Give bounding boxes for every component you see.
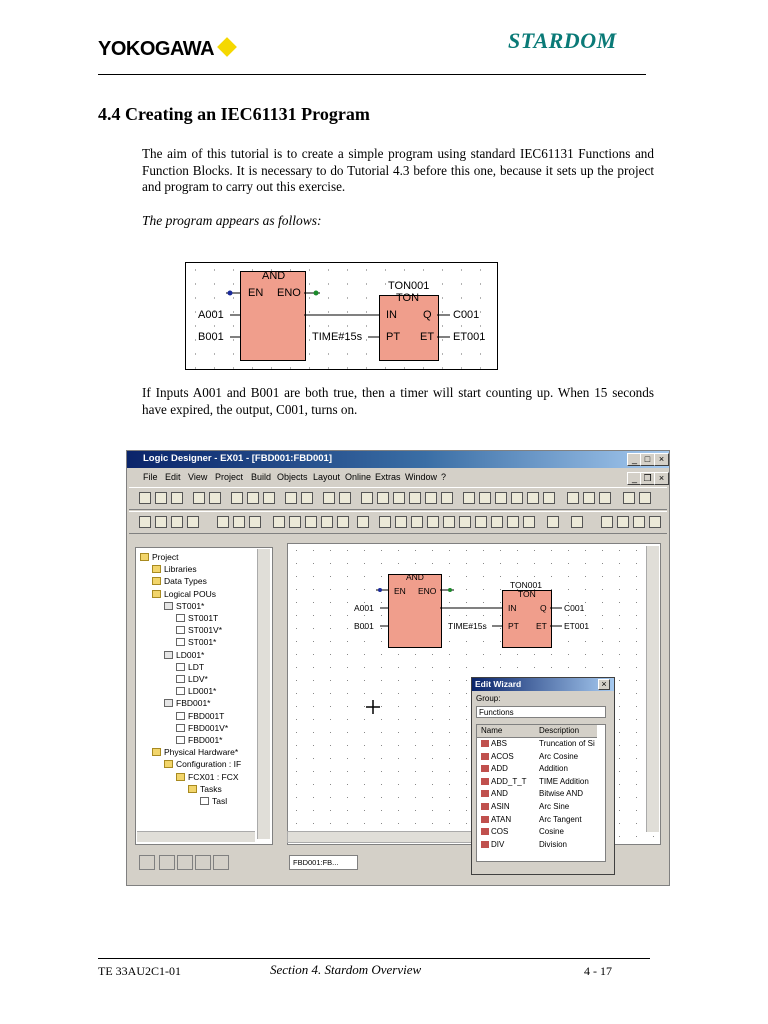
tree-item[interactable] <box>164 698 211 708</box>
tool-icon-16[interactable] <box>623 492 635 504</box>
wizard-function-list <box>476 724 606 862</box>
ton-pin-et: ET <box>420 331 435 343</box>
tree-item[interactable] <box>176 772 239 782</box>
intro-paragraph: The aim of this tutorial is to create a simple program using standard IEC61131 Functions and Function Blocks. It is necessary to do Tutorial 4.3 before this one, because it sets up the project and program to carry out this exercise. <box>142 146 654 194</box>
tool-icon-3[interactable] <box>393 492 405 504</box>
open-icon[interactable] <box>155 492 167 504</box>
tree-item-label: Libraries <box>164 564 197 575</box>
function-icon <box>481 778 489 785</box>
tree-item-label: ST001* <box>188 637 217 648</box>
tool-icon-31[interactable] <box>411 516 423 528</box>
tree-item-label: LDT <box>188 661 205 672</box>
tree-tab-project-icon[interactable] <box>139 855 155 870</box>
editor-input-a001: A001 <box>354 603 374 613</box>
function-icon <box>481 765 489 772</box>
tool-icon-17[interactable] <box>639 492 651 504</box>
tree-tab-help-icon[interactable] <box>213 855 229 870</box>
and-pin-en: EN <box>248 287 264 299</box>
editor-ton-instance: TON001 <box>510 580 542 590</box>
tree-item[interactable] <box>164 759 241 769</box>
section-title: 4.4 Creating an IEC61131 Program <box>98 104 370 124</box>
tree-item-label: LD001* <box>176 649 205 660</box>
tool-icon-23[interactable] <box>273 516 285 528</box>
tree-scrollbar[interactable] <box>257 549 270 839</box>
document-icon <box>176 736 185 744</box>
title-bar <box>127 451 669 468</box>
menu-view[interactable]: View <box>188 472 208 482</box>
footer-section: Section 4. Stardom Overview <box>270 962 422 977</box>
editor-output-et001: ET001 <box>564 621 590 631</box>
undo-icon[interactable] <box>285 492 297 504</box>
menu-bar <box>127 469 669 486</box>
print-icon[interactable] <box>209 492 221 504</box>
fbd-diagram <box>185 262 498 370</box>
function-description: Arc Cosine <box>539 751 579 761</box>
tool-icon-28[interactable] <box>357 516 369 528</box>
copy-icon[interactable] <box>247 492 259 504</box>
tree-tab-library-icon[interactable] <box>159 855 175 870</box>
editor-and-eno: ENO <box>418 586 437 596</box>
tool-icon-12[interactable] <box>543 492 555 504</box>
editor-ton-et: ET <box>536 621 547 631</box>
wizard-list-item[interactable] <box>477 802 601 815</box>
wizard-list-item[interactable] <box>477 777 601 790</box>
document-icon <box>176 638 185 646</box>
function-name: ADD <box>491 764 508 774</box>
tool-icon-26[interactable] <box>321 516 333 528</box>
wizard-list-item[interactable] <box>477 815 601 828</box>
pou-icon <box>164 699 173 707</box>
new-icon[interactable] <box>139 492 151 504</box>
tree-item[interactable] <box>176 735 223 745</box>
logic-designer-window <box>126 450 670 886</box>
folder-icon <box>152 565 161 573</box>
tree-item-label: Physical Hardware* <box>164 747 239 758</box>
tool-icon-41[interactable] <box>601 516 613 528</box>
function-icon <box>481 803 489 810</box>
cut-icon[interactable] <box>231 492 243 504</box>
editor-ton-pt: PT <box>508 621 519 631</box>
tree-tab-io-icon[interactable] <box>177 855 193 870</box>
doc-close-button[interactable]: × <box>654 472 669 485</box>
input-b001: B001 <box>198 331 224 343</box>
tree-item[interactable] <box>164 601 204 611</box>
redo-icon[interactable] <box>301 492 313 504</box>
tool-icon-20[interactable] <box>171 516 183 528</box>
tree-item[interactable] <box>164 650 204 660</box>
save-icon[interactable] <box>171 492 183 504</box>
tree-item-label: Tasl <box>212 796 228 806</box>
function-name: ASIN <box>491 802 510 811</box>
tool-icon-30[interactable] <box>395 516 407 528</box>
function-description: Arc Sine <box>539 802 570 811</box>
editor-input-b001: B001 <box>354 621 374 631</box>
menu-online[interactable]: Online <box>345 472 372 482</box>
wizard-list-item[interactable] <box>477 840 601 853</box>
wizard-list-item[interactable] <box>477 827 601 840</box>
stardom-logo: STARDOM <box>508 28 617 53</box>
tool-icon-22[interactable] <box>249 516 261 528</box>
function-description: Truncation of Si <box>539 739 595 748</box>
ton-instance: TON001 <box>388 280 430 292</box>
ton-type: TON <box>396 292 420 304</box>
tool-icon-7[interactable] <box>463 492 475 504</box>
tree-item-label: FBD001T <box>188 710 225 721</box>
tool-icon-10[interactable] <box>511 492 523 504</box>
ton-pin-q: Q <box>423 309 432 321</box>
tree-item[interactable] <box>200 796 227 806</box>
menu-help[interactable]: ? <box>441 472 447 482</box>
document-icon <box>176 724 185 732</box>
tool-icon-42[interactable] <box>617 516 629 528</box>
tool-icon-33[interactable] <box>443 516 455 528</box>
document-icon <box>176 614 185 622</box>
tree-item-label: LD001* <box>188 686 217 697</box>
close-button[interactable]: × <box>654 453 669 466</box>
tree-item-label: FBD001* <box>188 735 223 745</box>
tool-icon-4[interactable] <box>409 492 421 504</box>
tree-item[interactable] <box>188 784 222 794</box>
tree-item[interactable] <box>176 711 224 721</box>
edit-wizard <box>471 677 615 875</box>
select-pointer-icon[interactable] <box>233 516 245 528</box>
function-description: Bitwise AND <box>539 789 584 799</box>
folder-icon <box>140 553 149 561</box>
function-icon <box>481 816 489 823</box>
print-preview-icon[interactable] <box>193 492 205 504</box>
function-name: ACOS <box>491 751 514 761</box>
tree-item[interactable] <box>152 747 238 757</box>
tree-item-label: Data Types <box>164 576 207 587</box>
editor-tab[interactable]: FBD001:FB... <box>289 855 358 870</box>
tool-icon-15[interactable] <box>599 492 611 504</box>
menu-edit[interactable]: Edit <box>165 472 181 482</box>
folder-icon <box>164 760 173 768</box>
tool-icon-19[interactable] <box>155 516 167 528</box>
folder-icon <box>176 773 185 781</box>
function-icon <box>481 753 489 760</box>
menu-objects[interactable]: Objects <box>277 472 308 482</box>
zoom-in-icon[interactable] <box>323 492 335 504</box>
function-description: Addition <box>539 764 568 774</box>
editor-ton-type: TON <box>518 589 536 599</box>
tool-icon-38[interactable] <box>523 516 535 528</box>
editor-vscrollbar[interactable] <box>646 546 659 832</box>
document-icon <box>176 626 185 634</box>
tool-icon-43[interactable] <box>633 516 645 528</box>
editor-hscrollbar[interactable] <box>287 831 487 843</box>
tool-icon-32[interactable] <box>427 516 439 528</box>
tool-icon-2[interactable] <box>377 492 389 504</box>
tree-item-label: Project <box>152 552 179 562</box>
tool-icon-24[interactable] <box>289 516 301 528</box>
menu-file[interactable]: File <box>143 472 158 482</box>
tool-icon-29[interactable] <box>379 516 391 528</box>
tree-item-label: FBD001V* <box>188 722 229 733</box>
wizard-title-bar <box>472 678 614 691</box>
document-icon <box>176 687 185 695</box>
output-et001: ET001 <box>453 331 486 343</box>
menu-window[interactable]: Window <box>405 472 438 482</box>
tree-item[interactable] <box>176 613 218 623</box>
tool-icon-25[interactable] <box>305 516 317 528</box>
function-description: Cosine <box>539 827 564 837</box>
document-icon <box>200 797 209 805</box>
explanation-paragraph: If Inputs A001 and B001 are both true, then a timer will start counting up. When 15 seconds have expired, the output, C001, turns on. <box>142 385 654 417</box>
menu-extras[interactable]: Extras <box>375 472 401 482</box>
editor-and-title: AND <box>406 572 424 582</box>
folder-icon <box>152 748 161 756</box>
wizard-list-item[interactable] <box>477 789 601 802</box>
tool-icon-39[interactable] <box>547 516 559 528</box>
tree-item-label: Tasks <box>200 783 222 794</box>
tree-item[interactable] <box>176 662 204 672</box>
tree-item-label: ST001T <box>188 613 219 623</box>
yokogawa-logo: YOKOGAWA <box>98 38 215 60</box>
tree-tab-instance-icon[interactable] <box>195 855 211 870</box>
function-name: ABS <box>491 739 508 748</box>
function-name: DIV <box>491 839 505 849</box>
time-constant: TIME#15s <box>312 331 363 343</box>
wizard-list-item[interactable] <box>477 752 601 765</box>
function-description: Arc Tangent <box>539 814 582 824</box>
tree-item[interactable] <box>176 625 222 635</box>
output-c001: C001 <box>453 309 480 321</box>
footer-page-number: 4 - 17 <box>584 964 612 978</box>
window-title: Logic Designer - EX01 - [FBD001:FBD001] <box>143 453 332 464</box>
folder-icon <box>188 785 197 793</box>
wizard-col-description[interactable]: Description <box>539 726 580 735</box>
function-description: Division <box>539 839 568 849</box>
document-icon <box>176 675 185 683</box>
tool-icon-21[interactable] <box>187 516 199 528</box>
tool-icon-34[interactable] <box>459 516 471 528</box>
menu-project[interactable]: Project <box>215 472 244 482</box>
tree-item[interactable] <box>140 552 178 562</box>
tree-item-label: ST001V* <box>188 625 223 636</box>
tree-item[interactable] <box>176 686 216 696</box>
tree-hscrollbar[interactable] <box>137 831 255 842</box>
function-name: AND <box>491 789 508 799</box>
function-icon <box>481 740 489 747</box>
wizard-group-select[interactable]: Functions <box>476 706 606 718</box>
toolbar-secondary <box>129 511 667 534</box>
tree-item-label: LDV* <box>188 674 208 684</box>
and-pin-eno: ENO <box>277 287 301 299</box>
and-block-title: AND <box>262 270 286 282</box>
maximize-button[interactable]: □ <box>640 453 655 466</box>
doc-restore-button[interactable]: ❐ <box>640 472 655 485</box>
menu-layout[interactable]: Layout <box>313 472 341 482</box>
editor-ton-in: IN <box>508 603 517 613</box>
footer-doc-id: TE 33AU2C1-01 <box>98 964 181 978</box>
function-name: ADD_T_T <box>491 776 527 786</box>
pou-icon <box>164 602 173 610</box>
doc-minimize-button[interactable]: _ <box>627 472 642 485</box>
tree-item[interactable] <box>152 576 207 586</box>
find-icon[interactable] <box>217 516 229 528</box>
document-icon <box>176 663 185 671</box>
tree-item[interactable] <box>176 723 228 733</box>
footer-rule <box>98 958 650 959</box>
tree-item-label: Logical POUs <box>164 588 216 599</box>
diamond-icon <box>217 37 237 57</box>
wizard-list-header <box>477 725 597 738</box>
tool-icon-18[interactable] <box>139 516 151 528</box>
pou-icon <box>164 651 173 659</box>
folder-icon <box>152 577 161 585</box>
project-tree <box>135 547 273 845</box>
function-icon <box>481 790 489 797</box>
tree-item[interactable] <box>176 674 208 684</box>
program-caption: The program appears as follows: <box>142 213 322 228</box>
function-description: TIME Addition <box>539 776 589 786</box>
tool-icon-9[interactable] <box>495 492 507 504</box>
header-rule <box>98 74 646 75</box>
tree-item-label: FCX01 : FCX <box>188 771 239 782</box>
tool-icon-37[interactable] <box>507 516 519 528</box>
tree-item[interactable] <box>176 637 216 647</box>
wizard-title: Edit Wizard <box>475 679 522 689</box>
function-name: ATAN <box>491 814 512 824</box>
wizard-list-item[interactable] <box>477 739 601 752</box>
editor-and-en: EN <box>394 586 406 596</box>
minimize-button[interactable]: _ <box>627 453 642 466</box>
wizard-group-label: Group: <box>476 694 501 703</box>
tool-icon-5[interactable] <box>425 492 437 504</box>
menu-build[interactable]: Build <box>251 472 272 482</box>
tree-item-label: ST001* <box>176 600 205 611</box>
wizard-list-item[interactable] <box>477 764 601 777</box>
tool-icon-6[interactable] <box>441 492 453 504</box>
paste-icon[interactable] <box>263 492 275 504</box>
ton-pin-in: IN <box>386 309 397 321</box>
editor-time-constant: TIME#15s <box>448 621 487 631</box>
function-name: COS <box>491 827 509 837</box>
function-icon <box>481 828 489 835</box>
tool-icon-27[interactable] <box>337 516 349 528</box>
tool-icon-8[interactable] <box>479 492 491 504</box>
tool-icon-36[interactable] <box>491 516 503 528</box>
wizard-close-button[interactable]: × <box>598 679 610 690</box>
tree-item[interactable] <box>152 589 216 599</box>
wizard-col-name[interactable]: Name <box>481 726 503 735</box>
ton-pin-pt: PT <box>386 331 401 343</box>
tool-icon-1[interactable] <box>361 492 373 504</box>
tool-icon-11[interactable] <box>527 492 539 504</box>
tool-icon-13[interactable] <box>567 492 579 504</box>
tree-item[interactable] <box>152 564 197 574</box>
tool-icon-44[interactable] <box>649 516 661 528</box>
zoom-out-icon[interactable] <box>339 492 351 504</box>
editor-output-c001: C001 <box>564 603 585 613</box>
tree-item-label: FBD001* <box>176 698 211 709</box>
tool-icon-40[interactable] <box>571 516 583 528</box>
input-a001: A001 <box>198 309 224 321</box>
tool-icon-14[interactable] <box>583 492 595 504</box>
toolbar-main <box>129 487 667 510</box>
function-icon <box>481 841 489 848</box>
tree-item-label: Configuration : IF <box>176 759 242 770</box>
tool-icon-35[interactable] <box>475 516 487 528</box>
fbd-wires <box>186 263 497 369</box>
folder-icon <box>152 590 161 598</box>
document-icon <box>176 712 185 720</box>
editor-ton-q: Q <box>540 603 547 613</box>
